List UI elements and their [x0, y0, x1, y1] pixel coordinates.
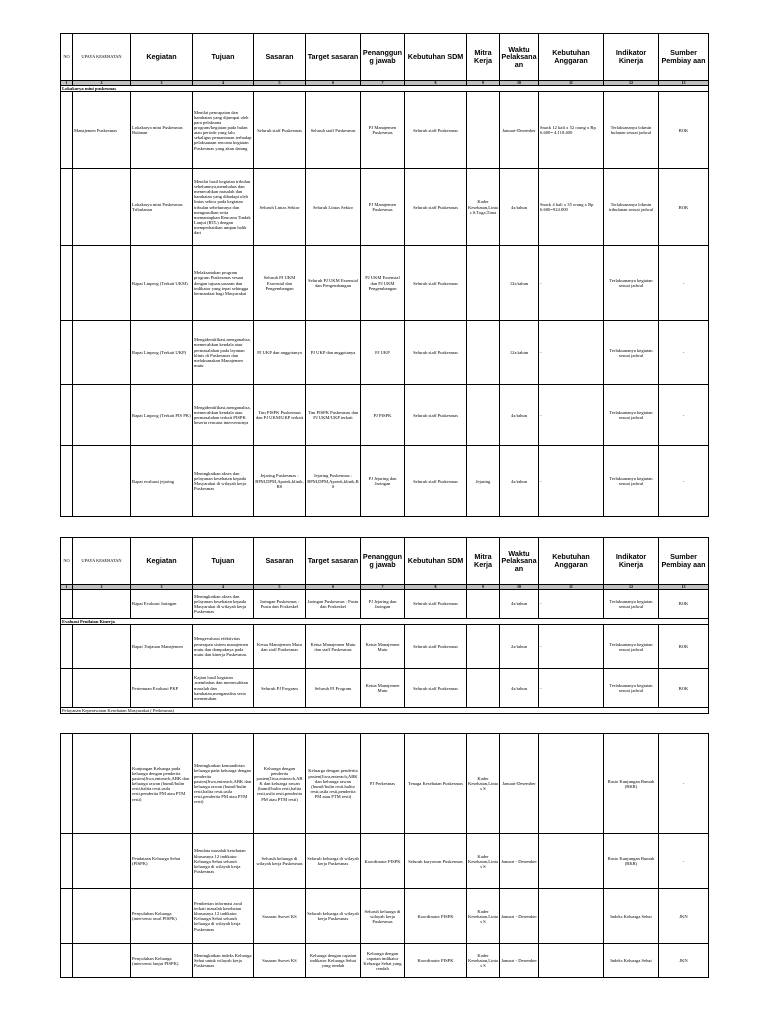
header-sumber: Sumber Pembiay aan	[659, 34, 709, 81]
table-cell: Rapat Linprog (Terkait UKM)	[131, 246, 193, 321]
table-cell: BOK	[659, 169, 709, 246]
section-lokakarya: Lokakarya mini puskesmas	[61, 86, 709, 92]
col-num: 7	[361, 585, 405, 590]
table-cell	[61, 669, 73, 708]
col-num: 2	[73, 81, 131, 86]
table-row	[61, 590, 709, 619]
header-kegiatan: Kegiatan	[131, 538, 193, 585]
table-cell	[539, 889, 604, 944]
table-cell	[73, 669, 131, 708]
table-cell: Manajemen Puskesmas	[73, 92, 131, 169]
table-cell: Tim PISPK Puskesmas dan PJ UKM/UKP terkait	[306, 385, 361, 446]
col-num: 12	[604, 585, 659, 590]
table-cell: Rapat evaluasi jejaring	[131, 446, 193, 517]
table-cell	[467, 246, 500, 321]
header-sdm: Kebutuhan SDM	[405, 34, 467, 81]
table-cell: Meningkatkan indeks Keluarga Sehat untuk wilayah kerja Puskesmas	[193, 944, 254, 978]
spacer-cell	[61, 714, 709, 734]
table-cell	[61, 321, 73, 385]
table-cell: Terlaksananya kegiatan sesuai jadwal	[604, 625, 659, 669]
table-cell: PJ UKM Essensial dan PJ UKM Pengembangan	[361, 246, 405, 321]
table-cell: Snack 4 kali x 35 orang x Rp 6.600=924.000	[539, 169, 604, 246]
table-row	[61, 446, 709, 517]
col-num: 11	[539, 81, 604, 86]
table-cell: Terlaksananya kegiatan sesuai jadwal	[604, 669, 659, 708]
table-cell	[73, 625, 131, 669]
table-cell: Terlaksananya kegiatan sesuai jadwal	[604, 446, 659, 517]
header-sumber: Sumber Pembiay aan	[659, 538, 709, 585]
table-cell: Rasio Kunjungan Rumah (RKR)	[604, 834, 659, 889]
table-cell: Pertemuan Evaluasi PKP	[131, 669, 193, 708]
table-cell: Melaksanakan program program Puskesmas sesuai dengan tujuan,sasaran dan indikator yang tepat sehingga bermanfaat bagi Masyarakat	[193, 246, 254, 321]
table-cell: Terlaksananya kegiatan sesuai jadwal	[604, 385, 659, 446]
table-cell: Januari-Desember	[500, 92, 539, 169]
table-cell	[73, 834, 131, 889]
table-cell: -	[659, 385, 709, 446]
table-cell: 4x/tahun	[500, 590, 539, 619]
table-cell	[467, 92, 500, 169]
table-cell: -	[659, 834, 709, 889]
table-cell: Pendataan Keluarga Sehat (PISPK)	[131, 834, 193, 889]
table-cell: -	[539, 385, 604, 446]
table-cell: Januari-Desember	[500, 734, 539, 834]
table-cell: Koordinator PISPK	[405, 944, 467, 978]
table-cell: BOK	[659, 92, 709, 169]
table-cell: Seluruh staff Puskesmas	[306, 92, 361, 169]
table-cell: Seluruh karyawan Puskesmas	[405, 834, 467, 889]
table-cell: Ketua Manajemen Mutu	[361, 625, 405, 669]
table-cell: -	[539, 590, 604, 619]
header-no: NO	[61, 538, 73, 585]
table-cell: Menilai hasil kegiatan tribulan sebelumnya,membahas dan memecahkan masalah dan hambatan yang dihadapi oleh lintas sektor pada kegiatan tribulan sebelumnya dan mengusulkan serta memantapkan Rencana Tindak Lanjut (RTL) dengan memperhatikan umpan balik dari	[193, 169, 254, 246]
table-page-1	[60, 33, 709, 517]
table-cell: Kajian hasil kegiatan ,membahas dan memecahkan masalah dan hambatan,menganalisa serta menentukan	[193, 669, 254, 708]
table-cell: Keluarga dengan penderita pasien(Jiwa,entreach,ABK dan keluarga rawan (bumil/bulin resti,balita resti,usila resti,penderita PM atau PTM resti)	[306, 734, 361, 834]
table-cell	[539, 834, 604, 889]
table-row	[61, 246, 709, 321]
table-cell: Kader Kesehatan,Lintas S	[467, 834, 500, 889]
header-indikator: Indikator Kinerja	[604, 538, 659, 585]
table-cell: Menilai pencapaian dan hambatan yang dijumpai oleh para pelaksana program/kegiatan pada bulan atau periode yang lalu sekaligus pemantauan terhadap pelaksanaan rencana kegiatan Puskesmas yang akan datang	[193, 92, 254, 169]
col-num: 6	[306, 81, 361, 86]
table-cell: Terlaksananya lokmin tribulanan sesuai jadwal	[604, 169, 659, 246]
table-cell: 12x/tahun	[500, 321, 539, 385]
table-cell: BOK	[659, 669, 709, 708]
table-cell: PJ Manajemen Puskesmas	[361, 169, 405, 246]
table-cell: Januari - Desember	[500, 889, 539, 944]
table-row	[61, 92, 709, 169]
table-cell: Penyuluhan Keluarga (intervensi lanjut PISPK)	[131, 944, 193, 978]
table-cell	[73, 590, 131, 619]
table-cell: -	[659, 321, 709, 385]
table-cell: JKN	[659, 944, 709, 978]
table-cell: -	[659, 246, 709, 321]
table-cell: 12x/tahun	[500, 246, 539, 321]
table-cell: Seluruh keluarga di wilayah kerja Puskesmas	[254, 834, 306, 889]
table-cell	[73, 385, 131, 446]
header-no: NO	[61, 34, 73, 81]
table-cell	[73, 246, 131, 321]
header-tujuan: Tujuan	[193, 34, 254, 81]
table-cell: -	[539, 321, 604, 385]
table-cell: Seluruh staff Puskesmas	[405, 669, 467, 708]
table-cell	[61, 625, 73, 669]
table-cell	[73, 321, 131, 385]
table-cell: 4x/tahun	[500, 669, 539, 708]
header-pj: Penanggun g jawab	[361, 34, 405, 81]
table-cell: Meningkatkan akses dan pelayanan kesehatan kepada Masyarakat di wilayah kerja Puskesmas	[193, 590, 254, 619]
header-target: Target sasaran	[306, 34, 361, 81]
table-cell: Pemberian informasi awal terkait masalah kesehatan khususnya 12 indikator Keluarga Sehat seluruh keluarga di wilayah kerja Puskesmas	[193, 889, 254, 944]
col-num: 8	[405, 81, 467, 86]
table-cell: Kader Kesehatan,Lintas S,Toga,Tima	[467, 169, 500, 246]
table-cell: Seluruh keluarga di wilayah kerja Puskesmas	[306, 889, 361, 944]
col-num: 8	[405, 585, 467, 590]
table-row	[61, 169, 709, 246]
table-cell	[61, 92, 73, 169]
table-cell: Jaringan Puskesmas : Pustu dan Poskeskel	[306, 590, 361, 619]
table-cell: Januari - Desember	[500, 944, 539, 978]
header-pj: Penanggun g jawab	[361, 538, 405, 585]
table-cell: 4x/tahun	[500, 446, 539, 517]
table-cell: Januari - Desember	[500, 834, 539, 889]
table-cell: Keluarga dengan capaian indikator Keluarga Sehat yang rendah	[306, 944, 361, 978]
table-cell	[467, 669, 500, 708]
col-num: 2	[73, 585, 131, 590]
table-cell: Rapat Linprog (Terkait UKP)	[131, 321, 193, 385]
table-cell: Seluruh staff Puskesmas	[405, 385, 467, 446]
table-cell	[61, 734, 73, 834]
table-cell: Keluarga dengan penderita pasien(Jiwa,entreach,ABK dan keluarga rawan (bumil/bulin resti,balita resti,usila resti,penderita PM atau PTM resti)	[254, 734, 306, 834]
table-cell: Mengidentifikasi,menganalisa,memecahkan kendala atau permasalahan pada layanan klinis di Puskesmas dan melaksanakan Manajemen mutu	[193, 321, 254, 385]
spacer-row	[61, 714, 709, 734]
table-cell: Keluarga dengan capaian indikator Keluarga Sehat yang rendah	[361, 944, 405, 978]
table-cell: Indeks Keluarga Sehat	[604, 944, 659, 978]
table-cell	[61, 446, 73, 517]
col-num: 10	[500, 585, 539, 590]
table-cell: PJ UKP dan anggotanya	[306, 321, 361, 385]
table-cell: Seluruh Lintas Sektor	[306, 169, 361, 246]
table-row	[61, 944, 709, 978]
table-cell: JKN	[659, 889, 709, 944]
table-cell: Seluruh staff Puskesmas	[405, 246, 467, 321]
col-num: 7	[361, 81, 405, 86]
table-cell: Terlaksananya kegiatan sesuai jadwal	[604, 246, 659, 321]
table-cell: Jaringan Puskesmas : Pustu dan Poskeskel	[254, 590, 306, 619]
header-anggaran: Kebutuhan Anggaran	[539, 34, 604, 81]
table-cell: 4x/tahun	[500, 385, 539, 446]
table-cell: Jejaring Puskesmas : BPM,DPM,Apotek,klinik,RS	[306, 446, 361, 517]
col-num: 13	[659, 585, 709, 590]
col-num: 5	[254, 585, 306, 590]
table-cell: Ketua Manajemen Mutu dan staff Puskesmas	[306, 625, 361, 669]
table-cell: -	[539, 669, 604, 708]
table-cell: Tenaga Kesehatan Puskesmas	[405, 734, 467, 834]
table-cell	[61, 385, 73, 446]
table-cell: PJ UKP	[361, 321, 405, 385]
col-num: 13	[659, 81, 709, 86]
table-cell: Lokakarya mini Puskesmas Bulanan	[131, 92, 193, 169]
table-cell: PJ Manajemen Puskesmas	[361, 92, 405, 169]
col-num: 4	[193, 585, 254, 590]
table-cell	[73, 944, 131, 978]
header-mitra: Mitra Kerja	[467, 34, 500, 81]
table-cell: -	[659, 734, 709, 834]
col-num: 5	[254, 81, 306, 86]
table-cell: Seluruh staff Puskesmas	[405, 590, 467, 619]
table-cell	[61, 944, 73, 978]
table-cell: Terlaksananya kegiatan sesuai jadwal	[604, 321, 659, 385]
table-cell	[61, 834, 73, 889]
table-cell: Indeks Keluarga Sehat	[604, 889, 659, 944]
table-cell: Seluruh staff Puskesmas	[405, 321, 467, 385]
table-cell: Kader Kesehatan,Lintas S	[467, 734, 500, 834]
table-row	[61, 889, 709, 944]
table-cell: Sasaran Survei KS	[254, 889, 306, 944]
table-cell: -	[539, 246, 604, 321]
table-cell: PJ UKP dan anggotanya	[254, 321, 306, 385]
table-cell: BOK	[659, 625, 709, 669]
table-cell	[539, 734, 604, 834]
col-num: 9	[467, 81, 500, 86]
table-cell: Mengevaluasi efektivitas penerapan sistem manajemen mutu dan dampaknya pada mutu dan kinerja Puskesmas	[193, 625, 254, 669]
table-cell: Seluruh staff Puskesmas	[405, 625, 467, 669]
header-sasaran: Sasaran	[254, 34, 306, 81]
col-num: 1	[61, 81, 73, 86]
table-cell: Rasio Kunjungan Rumah (RKR)	[604, 734, 659, 834]
table-cell: Seluruh staff Puskesmas	[405, 169, 467, 246]
table-cell	[73, 889, 131, 944]
table-cell	[73, 734, 131, 834]
table-cell	[467, 385, 500, 446]
header-row	[61, 34, 709, 81]
table-cell: PJ Jejaring dan Jaringan	[361, 446, 405, 517]
table-row	[61, 625, 709, 669]
section-title: Pelayanan Keperawatan Kesehatan Masyarakat ( Perkesmas)	[61, 708, 709, 714]
col-num: 1	[61, 585, 73, 590]
table-cell	[73, 446, 131, 517]
table-cell: Seluruh PJ UKM Essensial dan Pengembangan	[254, 246, 306, 321]
table-cell: Tim PISPK Puskesmas dan PJ UKM/UKP terkait	[254, 385, 306, 446]
col-num: 9	[467, 585, 500, 590]
header-waktu: Waktu Pelaksana an	[500, 538, 539, 585]
table-cell: Kunjungan Keluarga pada keluarga dengan penderita pasien(Jiwa,entreach,ABK dan keluarga rawan (bumil/bulin resti,balita resti,usila resti,penderita PM atau PTM resti)	[131, 734, 193, 834]
header-target: Target sasaran	[306, 538, 361, 585]
table-cell: PJ Perkesmas	[361, 734, 405, 834]
table-cell	[61, 246, 73, 321]
header-sasaran: Sasaran	[254, 538, 306, 585]
table-cell: Rapat Evaluasi Jaringan	[131, 590, 193, 619]
table-cell: Meningkatkan akses dan pelayanan kesehatan kepada Masyarakat di wilayah kerja Puskesmas	[193, 446, 254, 517]
col-num: 11	[539, 585, 604, 590]
header-upaya: UPAYA KESEHATAN	[73, 538, 131, 585]
table-cell: Jejaring	[467, 446, 500, 517]
table-cell: Seluruh PJ UKM Essensial dan Pengembangan	[306, 246, 361, 321]
table-cell	[467, 321, 500, 385]
table-cell	[61, 590, 73, 619]
table-cell: Ketua Manajemen Mutu dan staff Puskesmas	[254, 625, 306, 669]
table-cell: -	[539, 446, 604, 517]
table-cell: Seluruh staff Puskesmas	[254, 92, 306, 169]
table-cell: Ketua Manajemen Mutu	[361, 669, 405, 708]
table-cell: -	[539, 625, 604, 669]
table-cell: PJ Jejaring dan Jaringan	[361, 590, 405, 619]
table-cell: Terlaksananya kegiatan sesuai jadwal	[604, 590, 659, 619]
table-row	[61, 734, 709, 834]
table-cell: Penyuluhan Keluarga (intervensi awal PISPK)	[131, 889, 193, 944]
table-cell: Seluruh staff Puskesmas	[405, 446, 467, 517]
header-mitra: Mitra Kerja	[467, 538, 500, 585]
table-cell: Rapat Tinjauan Manajemen	[131, 625, 193, 669]
table-cell: Seluruh PJ Program	[254, 669, 306, 708]
table-cell: Kader Kesehatan,Lintas S	[467, 944, 500, 978]
table-row	[61, 321, 709, 385]
table-cell: Terlaksananya lokmin bulanan sesuai jadwal	[604, 92, 659, 169]
table-cell	[61, 169, 73, 246]
table-cell	[61, 889, 73, 944]
table-cell: Meningkatkan kemandirian keluarga pada keluarga dengan penderita pasien(Jiwa,entreach,ABK dan keluarga rawan (bumil/bulin resti,balita resti,usila resti,penderita PM atau PTM resti)	[193, 734, 254, 834]
table-cell: Mengidentifikasi,menganalisa,memecahkan kendala atau permasalahan terkait PISPK beserta rencana intervensinya	[193, 385, 254, 446]
table-cell: BOK	[659, 590, 709, 619]
table-cell: Seluruh PJ Program	[306, 669, 361, 708]
table-cell: Seluruh keluarga di wilayah kerja Puskesmas	[306, 834, 361, 889]
section-title: Evaluasi Penilaian Kinerja	[61, 619, 709, 625]
table-cell: Jejaring Puskesmas : BPM,DPM,Apotek,klinik,RS	[254, 446, 306, 517]
col-num: 4	[193, 81, 254, 86]
col-num: 12	[604, 81, 659, 86]
table-cell	[73, 169, 131, 246]
table-cell: Mendata masalah kesehatan khususnya 12 indikator Keluarga Sehat seluruh keluarga di wilayah kerja Puskesmas	[193, 834, 254, 889]
table-cell: Seluruh keluarga di wilayah kerja Puskesmas	[361, 889, 405, 944]
table-cell	[539, 944, 604, 978]
table-cell: Kader Kesehatan,Lintas S	[467, 889, 500, 944]
table-cell: Seluruh staff Puskesmas	[405, 92, 467, 169]
table-row	[61, 669, 709, 708]
table-cell: 2x/tahun	[500, 625, 539, 669]
table-cell: Koordinator PISPK	[361, 834, 405, 889]
col-num: 10	[500, 81, 539, 86]
col-num: 3	[131, 585, 193, 590]
table-page-2	[60, 537, 709, 978]
table-cell: 4x/tahun	[500, 169, 539, 246]
header-kegiatan: Kegiatan	[131, 34, 193, 81]
table-cell: Snack 12 kali x 52 orang x Rp 6.600= 4.118.400	[539, 92, 604, 169]
table-cell: -	[659, 446, 709, 517]
header-tujuan: Tujuan	[193, 538, 254, 585]
table-cell	[467, 625, 500, 669]
table-row	[61, 834, 709, 889]
header-sdm: Kebutuhan SDM	[405, 538, 467, 585]
header-upaya: UPAYA KESEHATAN	[73, 34, 131, 81]
header-anggaran: Kebutuhan Anggaran	[539, 538, 604, 585]
table-cell: PJ PISPK	[361, 385, 405, 446]
table-cell: Rapat Linprog (Terkait PIS PK)	[131, 385, 193, 446]
col-num: 3	[131, 81, 193, 86]
header-row	[61, 538, 709, 585]
col-num: 6	[306, 585, 361, 590]
table-cell: Sasaran Survei KS	[254, 944, 306, 978]
table-cell: Koordinator PISPK	[405, 889, 467, 944]
header-indikator: Indikator Kinerja	[604, 34, 659, 81]
header-waktu: Waktu Pelaksana an	[500, 34, 539, 81]
table-cell: Seluruh Lintas Sektor	[254, 169, 306, 246]
table-cell	[467, 590, 500, 619]
table-row	[61, 385, 709, 446]
table-cell: Lokakarya mini Puskesmas Tribulanan	[131, 169, 193, 246]
